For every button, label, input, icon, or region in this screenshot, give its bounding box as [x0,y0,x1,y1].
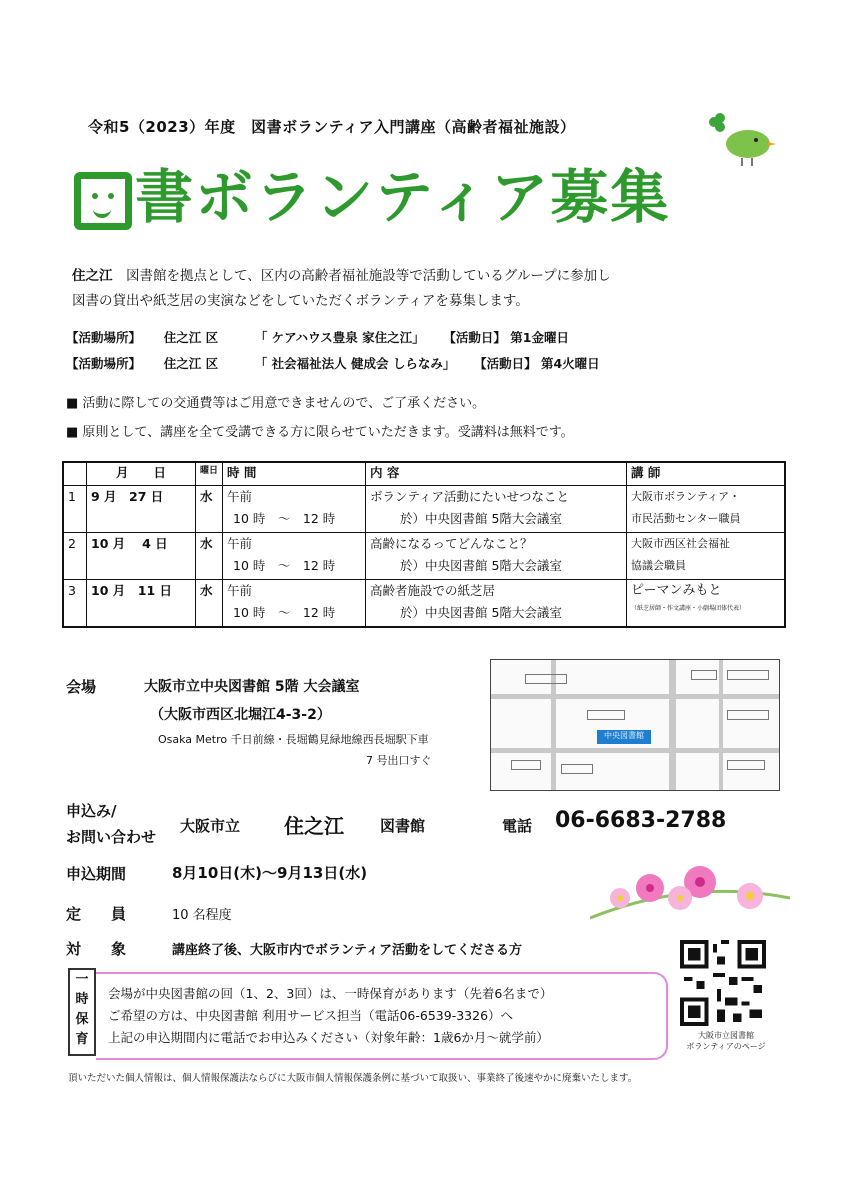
table-header-row [63,462,785,486]
target-label: 対 象 [66,940,127,958]
contact-suffix: 図書館 [380,817,426,835]
table-row [63,486,785,533]
tel-label: 電話 [502,817,533,835]
capacity-value: 10 名程度 [172,908,232,923]
venue-access-2: 7 号出口すぐ [366,754,432,767]
activity-day-label: 【活動日】 [474,356,537,371]
activity-place-label: 【活動場所】 [66,356,142,371]
venue-access-1: Osaka Metro 千日前線・長堀鶴見緑地線西長堀駅下車 [158,733,429,746]
qr-caption [676,1030,776,1052]
table-row [63,580,785,628]
row-time [223,533,366,580]
row-no: 3 [63,580,87,628]
note-2: ■ 原則として、講座を全て受講できる方に限らせていただきます。受講料は無料です。 [66,425,574,440]
childcare-line-3: 上記の申込期間内に電話でお申込みください（対象年齢：1歳6か月～就学前） [108,1030,549,1045]
col-lecturer: 講 師 [627,462,786,486]
col-no [63,462,87,486]
privacy-footer: 頂いただいた個人情報は、個人情報保護法ならびに大阪市個人情報保護条例に基づいて取扱い、事業終了後速やかに廃棄いたします。 [68,1073,638,1084]
qr-caption-2: ボランティアのページ [686,1042,766,1051]
intro-line-1: 図書館を拠点として、区内の高齢者福祉施設等で活動しているグループに参加し [126,268,611,284]
activity-row-2 [66,354,600,372]
col-time: 時 間 [223,462,366,486]
venue-name: 大阪市立中央図書館 5階 大会議室 [144,679,360,695]
tel-number: 06-6683-2788 [555,808,727,833]
row-content [366,580,627,628]
intro-line-2: 図書の貸出や紙芝居の実演などをしていただくボランティアを募集します。 [72,293,529,309]
content-venue: 於）中央図書館 5階大会議室 [400,605,562,620]
childcare-label: 一時保育 [68,968,96,1056]
contact-prefix: 大阪市立 [180,817,241,835]
capacity-label: 定 員 [66,905,127,923]
row-time [223,486,366,533]
childcare-line-2: ご希望の方は、中央図書館 利用サービス担当（電話06-6539-3326）へ [108,1008,514,1023]
row-date: 10 月 4 日 [87,533,196,580]
activity-day: 第1金曜日 [510,330,569,345]
branch-name: 住之江 [72,268,113,284]
row-no: 1 [63,486,87,533]
lecturer-line-2: 市民活動センター職員 [631,512,741,525]
intro-text [72,264,792,314]
venue-address: （大阪市西区北堀江4-3-2） [150,707,331,723]
content-title: 高齢者施設での紙芝居 [370,583,496,598]
bird-icon [700,110,780,170]
contact-branch: 住之江 [284,814,344,838]
lecturer-line-2: 協議会職員 [631,559,686,572]
activity-row-1 [66,328,569,346]
activity-ward: 住之江 区 [163,330,219,345]
col-content: 内 容 [366,462,627,486]
qr-code-icon[interactable] [680,940,766,1026]
target-value: 講座終了後、大阪市内でボランティア活動をしてくださる方 [172,943,522,958]
contact-label-2: お問い合わせ [66,828,157,846]
row-no: 2 [63,533,87,580]
activity-day-label: 【活動日】 [443,330,506,345]
time-range: 10 時 ～ 12 時 [233,511,336,526]
row-lecturer [627,533,786,580]
library-logo-icon [74,172,132,230]
subtitle: 令和5（2023）年度 図書ボランティア入門講座（高齢者福祉施設） [88,118,576,136]
row-content [366,533,627,580]
time-range: 10 時 ～ 12 時 [233,558,336,573]
row-dow: 水 [196,533,223,580]
venue-label: 会場 [66,678,97,696]
row-date: 9 月 27 日 [87,486,196,533]
childcare-line-1: 会場が中央図書館の回（1、2、3回）は、一時保育があります（先着6名まで） [108,986,553,1001]
time-am: 午前 [227,583,253,598]
lecturer-line-2: （紙芝居師・作文講座・小劇場団体代表） [631,605,746,612]
note-1: ■ 活動に際しての交通費等はご用意できませんので、ご了承ください。 [66,396,486,411]
lecturer-line-1: 大阪市西区社会福祉 [631,537,730,550]
time-am: 午前 [227,489,253,504]
row-dow: 水 [196,486,223,533]
schedule-table [62,461,786,628]
col-dow: 曜日 [196,462,223,486]
lecturer-line-1: ピーマンみもと [631,583,722,598]
row-dow: 水 [196,580,223,628]
map-library-marker: 中央図書館 [597,730,651,744]
page-title: 書ボランティア募集 [135,163,671,231]
access-map [490,659,780,791]
activity-facility: 「 ケアハウス豊泉 家住之江」 [254,330,425,345]
time-am: 午前 [227,536,253,551]
row-date: 10 月 11 日 [87,580,196,628]
row-lecturer [627,580,786,628]
activity-place-label: 【活動場所】 [66,330,142,345]
row-lecturer [627,486,786,533]
activity-day: 第4火曜日 [540,356,600,371]
period-label: 申込期間 [66,865,127,883]
row-time [223,580,366,628]
col-date: 月 日 [87,462,196,486]
content-venue: 於）中央図書館 5階大会議室 [400,558,562,573]
table-row [63,533,785,580]
activity-ward: 住之江 区 [163,356,219,371]
activity-facility: 「 社会福祉法人 健成会 しらなみ」 [254,356,456,371]
content-title: ボランティア活動にたいせつなこと [370,489,570,504]
qr-caption-1: 大阪市立図書館 [698,1031,754,1040]
row-content [366,486,627,533]
content-title: 高齢になるってどんなこと？ [370,536,533,551]
time-range: 10 時 ～ 12 時 [233,605,336,620]
flowers-illustration [590,858,790,928]
contact-label-1: 申込み/ [66,802,117,820]
lecturer-line-1: 大阪市ボランティア・ [631,490,741,503]
content-venue: 於）中央図書館 5階大会議室 [400,511,562,526]
period-value: 8月10日(木)～9月13日(水) [172,864,368,882]
